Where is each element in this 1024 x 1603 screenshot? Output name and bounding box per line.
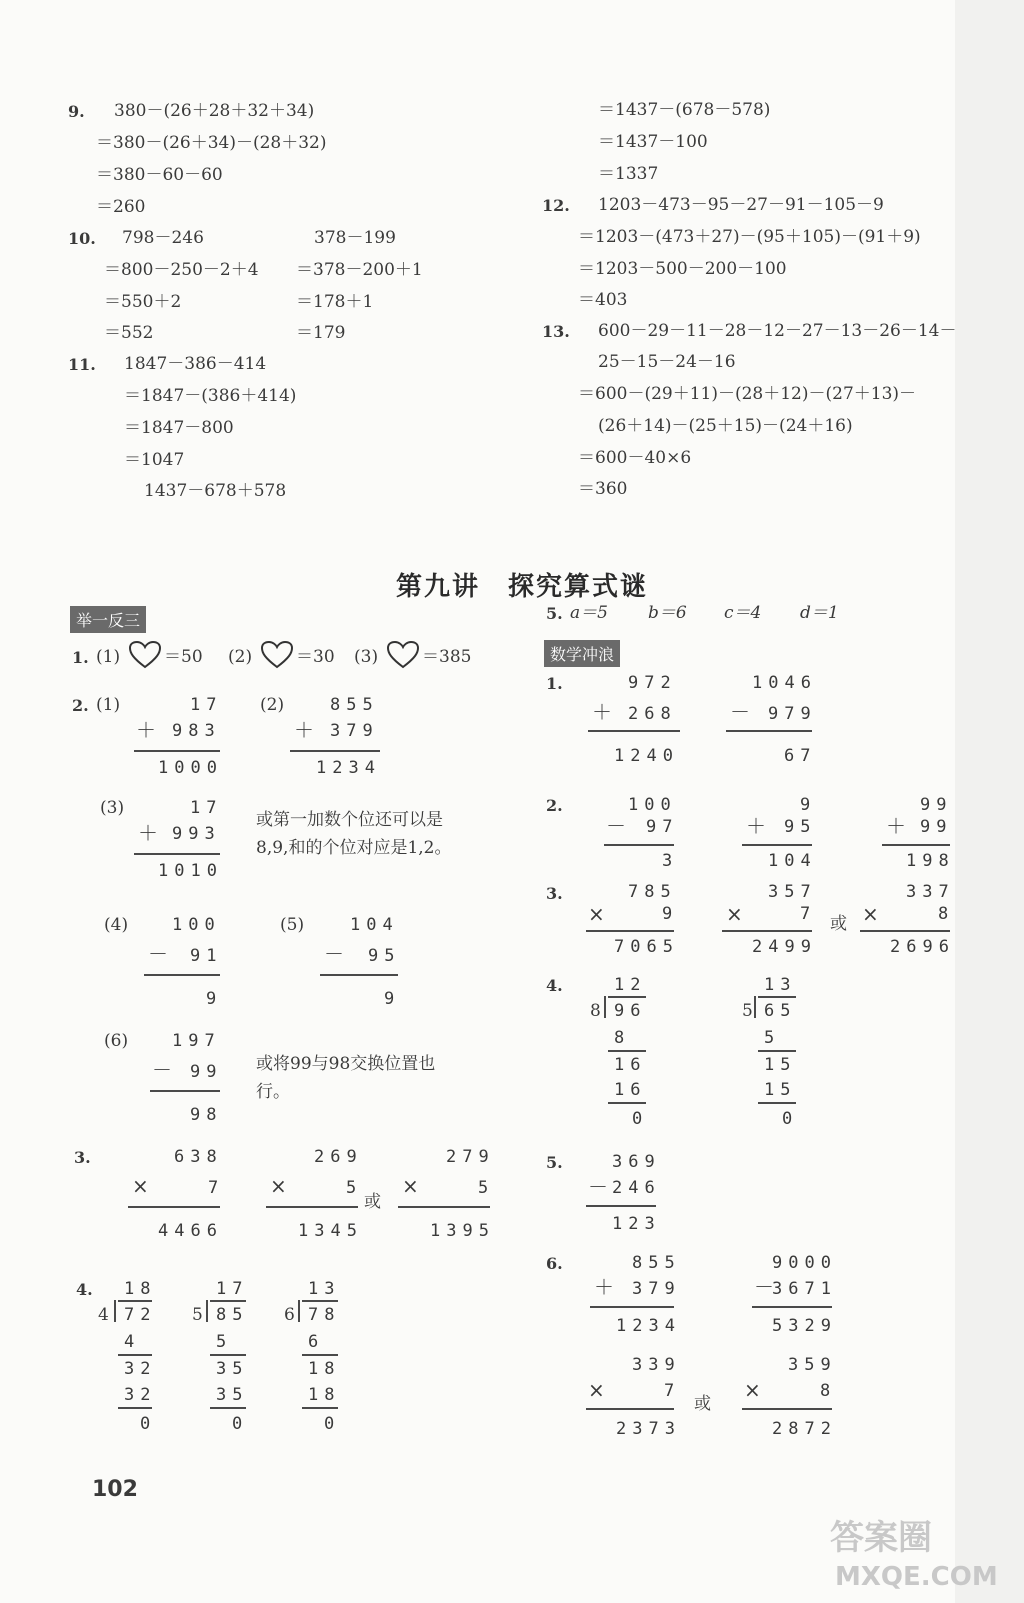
l2s5-top: 104 (350, 915, 399, 935)
q11-line: ＝1047 (124, 450, 185, 470)
c6e2-result: 5329 (772, 1316, 837, 1336)
l4d3-rem: 0 (324, 1414, 341, 1434)
l1-part: (3) (354, 647, 379, 667)
l1-value: ＝50 (164, 647, 203, 667)
c5-top: 369 (612, 1152, 661, 1172)
division-line (608, 1050, 646, 1052)
product-line (586, 1408, 674, 1410)
l3-number: 3. (74, 1148, 91, 1167)
l2s3-result: 1010 (158, 861, 223, 881)
c6e4-bottom: 8 (820, 1381, 837, 1401)
l2-note3: 或第一加数个位还可以是8,9,和的个位对应是1,2。 (256, 810, 452, 858)
c6e1-op: ＋ (594, 1275, 614, 1299)
section-title: 第九讲 探究算式谜 (396, 572, 649, 602)
q10a-line: 798－246 (122, 228, 204, 248)
l2s6-op: － (152, 1058, 172, 1082)
c3e2-bottom: 7 (800, 904, 817, 924)
r5-d: d＝1 (800, 603, 839, 623)
l2s2-bottom: 379 (330, 721, 379, 741)
l4d1-dividend: 72 (124, 1305, 157, 1325)
division-line (302, 1354, 338, 1356)
l2s2-top: 855 (330, 695, 379, 715)
c4d1-rem: 0 (632, 1109, 649, 1129)
c3e3-top: 337 (906, 882, 955, 902)
or-text: 或 (830, 914, 847, 934)
product-line (586, 930, 674, 932)
l2s4-top: 100 (172, 915, 221, 935)
division-line (210, 1407, 246, 1409)
diff-line (604, 844, 674, 846)
l1-part: (2) (228, 647, 253, 667)
l2s6-result: 98 (190, 1105, 223, 1125)
c4d2-dividend: 65 (764, 1001, 797, 1021)
q11-number: 11. (68, 355, 96, 374)
tag-juyi: 举一反三 (70, 606, 146, 633)
sum-line (588, 730, 680, 732)
l2s4-result: 9 (206, 989, 223, 1009)
page-edge (955, 0, 1024, 1603)
l2-number: 2. (72, 696, 89, 715)
l3m1-op: × (132, 1174, 149, 1198)
q11-line: ＝1847－800 (124, 418, 234, 438)
l2s6-bottom: 99 (190, 1062, 223, 1082)
l3m3-result: 1395 (430, 1221, 495, 1241)
product-line (128, 1206, 220, 1208)
l1-number: 1. (72, 648, 89, 667)
q11-line: 1437－678＋578 (144, 481, 287, 501)
l2s3-bottom: 993 (172, 824, 221, 844)
cont-line: ＝1337 (598, 164, 659, 184)
l2s5-bottom: 95 (368, 946, 401, 966)
or-text: 或 (364, 1192, 381, 1212)
q13-line: (26＋14)－(25＋15)－(24＋16) (598, 416, 853, 436)
l1-value: ＝385 (422, 647, 472, 667)
c1-number: 1. (546, 674, 563, 693)
l3m2-top: 269 (314, 1147, 363, 1167)
c6e1-top: 855 (632, 1253, 681, 1273)
c6e3-op: × (588, 1378, 605, 1402)
q10a-line: ＝552 (104, 323, 154, 343)
r5-number: 5. (546, 604, 563, 623)
c2e2-bottom: 95 (784, 817, 817, 837)
division-line (608, 1102, 646, 1104)
division-line (758, 1050, 796, 1052)
c1e1-top: 972 (628, 673, 677, 693)
division-bar (302, 1300, 338, 1302)
division-line (118, 1354, 152, 1356)
c3e3-bottom: 8 (938, 904, 955, 924)
c2e2-op: ＋ (746, 814, 766, 838)
c1e2-bottom: 979 (768, 704, 817, 724)
l4d1-rem: 0 (140, 1414, 157, 1434)
q9-line: ＝260 (96, 197, 146, 217)
l4d3-sub2: 18 (308, 1385, 341, 1405)
or-text: 或 (694, 1394, 711, 1414)
l2s1-result: 1000 (158, 758, 223, 778)
l4d2-dividend: 85 (216, 1305, 249, 1325)
l4d3-divisor: 6 (284, 1305, 295, 1325)
l4-number: 4. (76, 1280, 93, 1299)
c2-number: 2. (546, 796, 563, 815)
q10b-line: ＝179 (296, 323, 346, 343)
division-bar (210, 1300, 246, 1302)
diff-line (150, 1090, 220, 1092)
l4d2-rem: 0 (232, 1414, 249, 1434)
c2e1-top: 100 (628, 795, 677, 815)
c3e2-result: 2499 (752, 937, 817, 957)
l2s1-bottom: 983 (172, 721, 221, 741)
c3-number: 3. (546, 884, 563, 903)
c1e1-result: 1240 (614, 746, 679, 766)
diff-line (752, 1306, 832, 1308)
c3e1-top: 785 (628, 882, 677, 902)
c4d1-divisor: 8 (590, 1001, 601, 1021)
division-line (118, 1407, 152, 1409)
division-line (302, 1407, 338, 1409)
watermark-logo: 答案圈 (830, 1518, 932, 1558)
l2s2-op: ＋ (294, 718, 314, 742)
l2-label: (1) (96, 695, 121, 715)
l3m3-op: × (402, 1174, 419, 1198)
c1e1-bottom: 268 (628, 704, 677, 724)
q12-line: ＝1203－500－200－100 (578, 259, 787, 279)
l4d1-r1: 32 (124, 1359, 157, 1379)
sum-line (134, 853, 220, 855)
q13-line: ＝600－40×6 (578, 448, 692, 468)
c4d2-r1: 15 (764, 1055, 797, 1075)
l3m1-top: 638 (174, 1147, 223, 1167)
l2s3-top: 17 (190, 798, 223, 818)
division-bar (118, 1300, 152, 1302)
division-bracket (206, 1300, 208, 1322)
c5-bottom: 246 (612, 1178, 661, 1198)
l2-label: (4) (104, 915, 129, 935)
division-line (758, 1102, 796, 1104)
l2-label: (2) (260, 695, 285, 715)
q10b-line: 378－199 (314, 228, 396, 248)
q13-line: 25－15－24－16 (598, 352, 736, 372)
l2s2-result: 1234 (316, 758, 381, 778)
diff-line (320, 974, 398, 976)
r5-c: c＝4 (724, 603, 762, 623)
c4d1-quot: 12 (614, 975, 647, 995)
diff-line (726, 730, 812, 732)
q12-line: 1203－473－95－27－91－105－9 (598, 195, 884, 215)
heart-icon (128, 640, 162, 670)
c2e3-top: 99 (920, 795, 953, 815)
c4d2-quot: 13 (764, 975, 797, 995)
c1e2-op: － (730, 700, 750, 724)
product-line (266, 1206, 358, 1208)
c6e3-result: 2373 (616, 1419, 681, 1439)
l4d2-r1: 35 (216, 1359, 249, 1379)
c2e3-bottom: 99 (920, 817, 953, 837)
l2s5-result: 9 (384, 989, 401, 1009)
c6e3-top: 339 (632, 1355, 681, 1375)
q10b-line: ＝378－200＋1 (296, 260, 423, 280)
product-line (398, 1206, 490, 1208)
c1e1-op: ＋ (592, 700, 612, 724)
q9-line: ＝380－60－60 (96, 165, 223, 185)
l2s5-op: － (324, 942, 344, 966)
l4d1-divisor: 4 (98, 1305, 109, 1325)
c5-result: 123 (612, 1214, 661, 1234)
c2e1-bottom: 97 (646, 817, 679, 837)
division-bracket (298, 1300, 300, 1322)
l4d1-sub1: 4 (124, 1332, 141, 1352)
q11-line: 1847－386－414 (124, 354, 267, 374)
q12-number: 12. (542, 196, 570, 215)
l2s1-op: ＋ (136, 718, 156, 742)
c1e2-result: 67 (784, 746, 817, 766)
l4d3-quot: 13 (308, 1279, 341, 1299)
q13-line: ＝600－(29＋11)－(28＋12)－(27＋13)－ (578, 384, 917, 404)
c2e2-result: 104 (768, 851, 817, 871)
product-line (742, 1408, 832, 1410)
l2s1-top: 17 (190, 695, 223, 715)
l3m1-bottom: 7 (208, 1178, 225, 1198)
c4d2-sub1: 5 (764, 1028, 781, 1048)
l3m2-op: × (270, 1174, 287, 1198)
q10a-line: ＝550＋2 (104, 292, 182, 312)
c6e3-bottom: 7 (664, 1381, 681, 1401)
q12-line: ＝403 (578, 290, 628, 310)
c3e2-top: 357 (768, 882, 817, 902)
c3e1-result: 7065 (614, 937, 679, 957)
l2s4-bottom: 91 (190, 946, 223, 966)
q13-line: ＝360 (578, 479, 628, 499)
l3m3-bottom: 5 (478, 1178, 495, 1198)
division-bar (608, 996, 646, 998)
division-line (210, 1354, 246, 1356)
c6e4-top: 359 (788, 1355, 837, 1375)
c6e4-op: × (744, 1378, 761, 1402)
l3m2-bottom: 5 (346, 1178, 363, 1198)
c4d1-sub1: 8 (614, 1028, 631, 1048)
r5-b: b＝6 (648, 603, 687, 623)
c1e2-top: 1046 (752, 673, 817, 693)
sum-line (290, 750, 380, 752)
watermark-url: MXQE.COM (835, 1562, 998, 1592)
l4d3-sub1: 6 (308, 1332, 325, 1352)
c6e2-bottom: 3671 (772, 1279, 837, 1299)
c2e1-result: 3 (662, 851, 679, 871)
sum-line (134, 750, 220, 752)
l1-value: ＝30 (296, 647, 335, 667)
division-bracket (114, 1300, 116, 1322)
q13-line: 600－29－11－28－12－27－13－26－14－ (598, 321, 957, 341)
l4d3-r1: 18 (308, 1359, 341, 1379)
l2s3-op: ＋ (138, 821, 158, 845)
c5-number: 5. (546, 1153, 563, 1172)
cont-line: ＝1437－(678－578) (598, 100, 771, 120)
tag-chonglang: 数学冲浪 (544, 640, 620, 667)
c4d2-rem: 0 (782, 1109, 799, 1129)
diff-line (144, 974, 220, 976)
l3m3-top: 279 (446, 1147, 495, 1167)
l2-note6: 或将99与98交换位置也行。 (256, 1054, 436, 1102)
l4d1-quot: 18 (124, 1279, 157, 1299)
q9-line: ＝380－(26＋34)－(28＋32) (96, 133, 327, 153)
q11-line: ＝1847－(386＋414) (124, 386, 297, 406)
c6e2-op: － (754, 1275, 774, 1299)
sum-line (882, 844, 950, 846)
page-number: 102 (92, 1477, 138, 1502)
c3e1-op: × (588, 902, 605, 926)
l2s6-top: 197 (172, 1031, 221, 1051)
cont-line: ＝1437－100 (598, 132, 708, 152)
division-bar (758, 996, 796, 998)
c6e1-result: 1234 (616, 1316, 681, 1336)
division-bracket (604, 996, 606, 1018)
sum-line (742, 844, 812, 846)
q10b-line: ＝178＋1 (296, 292, 374, 312)
c3e3-op: × (862, 902, 879, 926)
c4d2-sub2: 15 (764, 1080, 797, 1100)
l2-label: (5) (280, 915, 305, 935)
q13-number: 13. (542, 322, 570, 341)
l4d1-sub2: 32 (124, 1385, 157, 1405)
heart-icon (260, 640, 294, 670)
c3e1-bottom: 9 (662, 904, 679, 924)
q10a-line: ＝800－250－2＋4 (104, 260, 259, 280)
heart-icon (386, 640, 420, 670)
l2-label: (3) (100, 798, 125, 818)
c4-number: 4. (546, 976, 563, 995)
q12-line: ＝1203－(473＋27)－(95＋105)－(91＋9) (578, 227, 921, 247)
c2e1-op: － (606, 814, 626, 838)
c5-op: － (588, 1175, 608, 1199)
l4d2-divisor: 5 (192, 1305, 203, 1325)
c3e3-result: 2696 (890, 937, 955, 957)
c6e1-bottom: 379 (632, 1279, 681, 1299)
c6e4-result: 2872 (772, 1419, 837, 1439)
l3m1-result: 4466 (158, 1221, 223, 1241)
c4d1-dividend: 96 (614, 1001, 647, 1021)
sum-line (590, 1306, 674, 1308)
c4d2-divisor: 5 (742, 1001, 753, 1021)
l4d2-sub1: 5 (216, 1332, 233, 1352)
c6e2-top: 9000 (772, 1253, 837, 1273)
r5-a: a＝5 (570, 603, 608, 623)
c3e2-op: × (726, 902, 743, 926)
diff-line (586, 1205, 656, 1207)
q9-line: 380－(26＋28＋32＋34) (114, 101, 315, 121)
l4d2-sub2: 35 (216, 1385, 249, 1405)
q9-number: 9. (68, 102, 85, 121)
c2e3-result: 198 (906, 851, 955, 871)
c2e2-top: 9 (800, 795, 817, 815)
product-line (722, 930, 812, 932)
l4d2-quot: 17 (216, 1279, 249, 1299)
product-line (860, 930, 950, 932)
c4d1-r1: 16 (614, 1055, 647, 1075)
division-bracket (754, 996, 756, 1018)
c4d1-sub2: 16 (614, 1080, 647, 1100)
c6-number: 6. (546, 1254, 563, 1273)
l2-label: (6) (104, 1031, 129, 1051)
l2s4-op: － (148, 942, 168, 966)
l3m2-result: 1345 (298, 1221, 363, 1241)
q10-number: 10. (68, 229, 96, 248)
c2e3-op: ＋ (886, 814, 906, 838)
l4d3-dividend: 78 (308, 1305, 341, 1325)
l1-part: (1) (96, 647, 121, 667)
